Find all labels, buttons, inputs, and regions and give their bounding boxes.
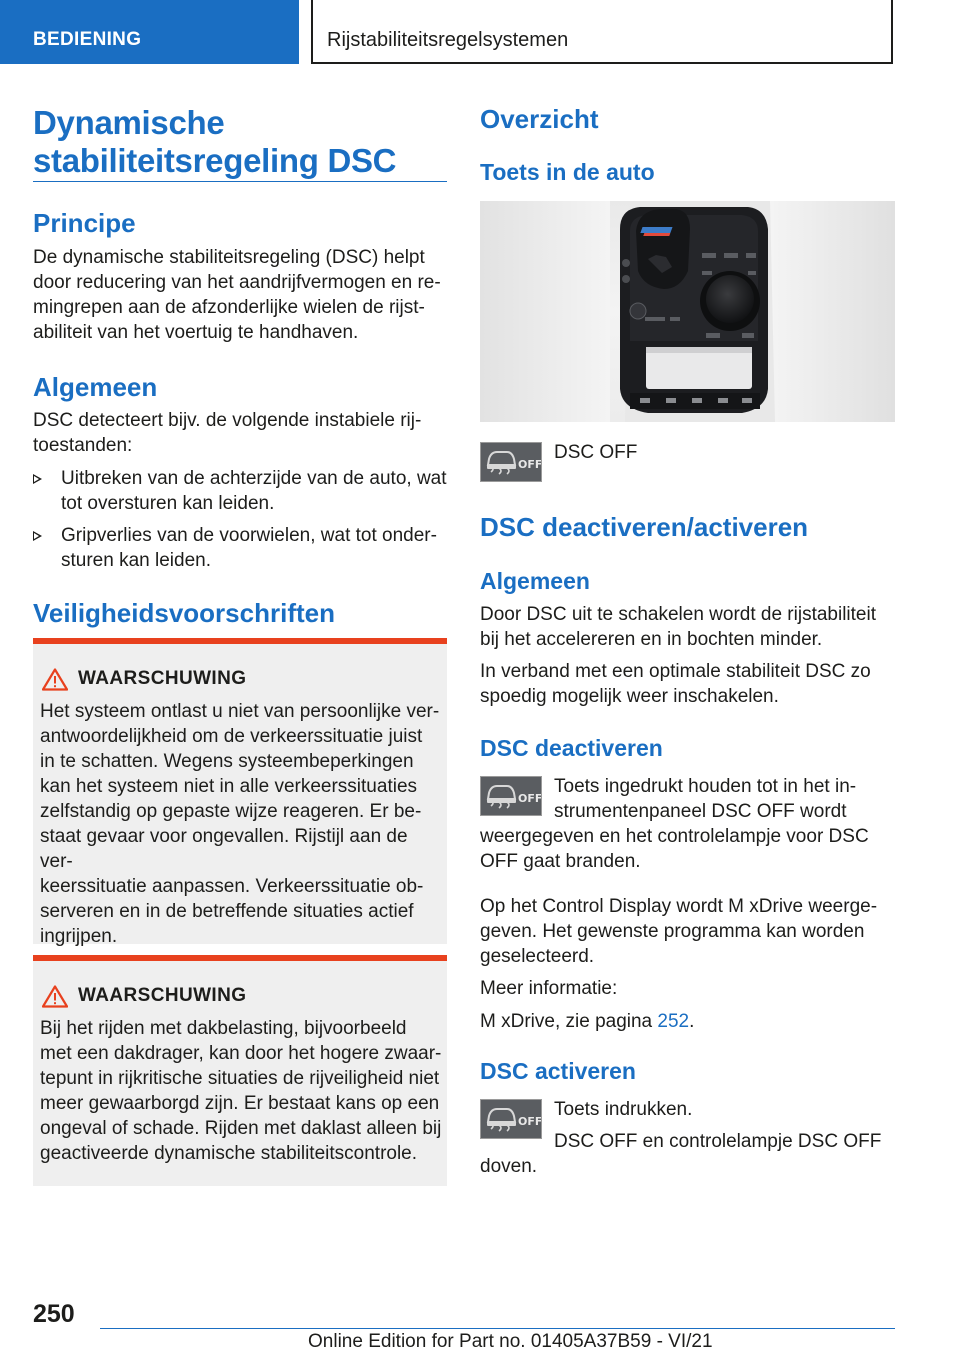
svg-text:OFF: OFF (518, 458, 541, 471)
more-info-label: Meer informatie: (480, 978, 618, 999)
header-chapter-tab (311, 0, 893, 64)
warning-triangle-icon (42, 985, 68, 1008)
deactivate-heading: DSC deactiveren (480, 735, 663, 761)
page-title-line-2: stabiliteitsregeling DSC (33, 142, 397, 179)
page-title-line-1: Dynamische (33, 104, 225, 141)
overview-heading: Overzicht (480, 104, 599, 134)
svg-text:OFF: OFF (518, 792, 541, 805)
header-section-label: BEDIENING (33, 29, 142, 50)
warning-box (33, 638, 447, 947)
page-number: 250 (33, 1300, 75, 1328)
dsc-off-icon (480, 776, 542, 816)
list-item: Gripverlies van de voorwielen, wat tot onder- sturen kan leiden. (33, 523, 447, 575)
deactivate-text-a: Toets ingedrukt houden tot in het in- strumentenpaneel DSC OFF wordt (554, 776, 857, 822)
list-item: Uitbreken van de achterzijde van de auto, wat tot oversturen kan leiden. (33, 466, 447, 518)
title-divider (33, 181, 447, 182)
warning-triangle-icon (42, 668, 68, 691)
footer-divider (100, 1328, 895, 1329)
warning-text: Bij het rijden met dakbelasting, bijvoorbeeld met een dakdrager, kan door het hogere zwaar- tepunt in rijkritische situaties de rijveiligheid niet meer gewaarborgd zijn. Er bestaat kans op een ongeval of schade. Rijden met daklast alleen bij geactiveerde dynamische stabiliteitscontrole. (40, 1018, 442, 1164)
warning-box (33, 955, 447, 1186)
triangle-bullet-icon (33, 474, 42, 484)
warning-text: Het systeem ontlast u niet van persoonlijke ver- antwoordelijkheid om de verkeerssituatie juist in te schatten. Wegens systeembeperkingen kan het systeem niet in alle verkeerssituaties zelfstandig op gepaste wijze reageren. Er be- staat gevaar voor ongevallen. Rijstijl aan de ver- keerssituatie aanpassen. Verkeerssituatie ob- serveren en in de betreffende situaties actief ingrijpen. (40, 701, 440, 947)
center-console-photo (480, 201, 895, 422)
deactivate-p2: Op het Control Display wordt M xDrive weerge- geven. Het gewenste programma kan worden geselecteerd. (480, 896, 878, 967)
principe-heading: Principe (33, 208, 136, 238)
warning-title: WAARSCHUWING (78, 985, 247, 1006)
dsc-off-caption: DSC OFF (554, 442, 638, 463)
xdrive-reference: M xDrive, zie pagina 252. (480, 1011, 695, 1032)
header-section-tab (0, 0, 299, 64)
dsc-car-skid-icon (481, 777, 541, 815)
page-title (33, 104, 396, 180)
header-chapter-label: Rijstabiliteitsregelsystemen (327, 29, 569, 51)
activate-line-1: Toets indrukken. (554, 1099, 693, 1120)
dsc-off-icon (480, 442, 542, 482)
safety-heading: Veiligheidsvoorschriften (33, 598, 335, 628)
algemeen-heading-right: Algemeen (480, 568, 590, 594)
button-heading: Toets in de auto (480, 159, 655, 185)
algemeen-heading-left: Algemeen (33, 372, 158, 402)
algemeen-text-left: DSC detecteert bijv. de volgende instabiele rij- toestanden: (33, 410, 422, 456)
triangle-bullet-icon (33, 531, 42, 541)
dsc-car-skid-icon (481, 1100, 541, 1138)
dsc-car-skid-icon (481, 443, 541, 481)
dsc-off-icon (480, 1099, 542, 1139)
principe-text: De dynamische stabiliteitsregeling (DSC) helpt door reducering van het aandrijfvermogen en re- mingrepen aan de afzonderlijke wielen de rijst- abiliteit van het voertuig te handhaven. (33, 247, 441, 343)
deactivate-text-b: weergegeven en het controlelampje voor DSC OFF gaat branden. (480, 826, 869, 872)
algemeen-p1: Door DSC uit te schakelen wordt de rijstabiliteit bij het accelereren en in bochten minder. (480, 604, 877, 650)
footer-edition: Online Edition for Part no. 01405A37B59 - VI/21 (308, 1331, 713, 1352)
activate-heading: DSC activeren (480, 1058, 636, 1084)
svg-text:OFF: OFF (518, 1115, 541, 1128)
warning-title: WAARSCHUWING (78, 668, 247, 689)
algemeen-p2: In verband met een optimale stabiliteit DSC zo spoedig mogelijk weer inschakelen. (480, 661, 871, 707)
activate-line-2: DSC OFF en controlelampje DSC OFF (554, 1131, 882, 1152)
center-console-illustration (480, 201, 895, 422)
deact-act-heading: DSC deactiveren/activeren (480, 512, 809, 542)
page-reference-link[interactable]: 252 (657, 1011, 690, 1032)
activate-line-3: doven. (480, 1156, 538, 1177)
